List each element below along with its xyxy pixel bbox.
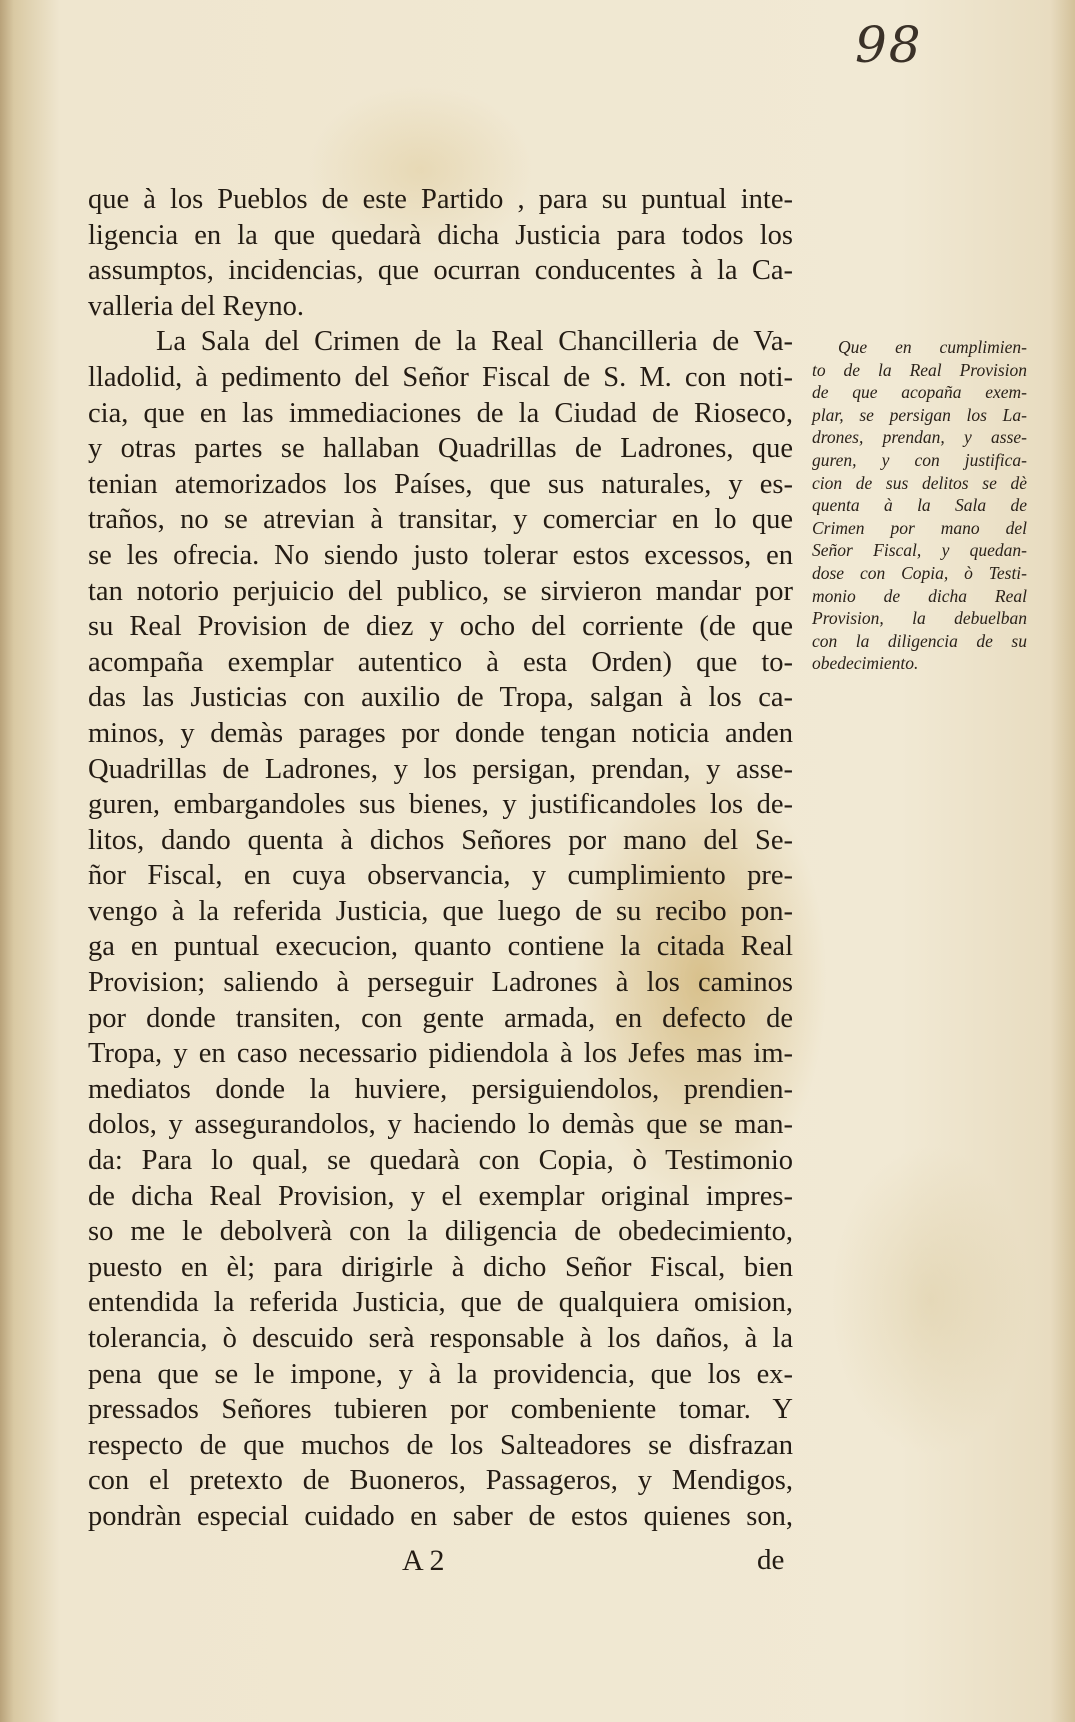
text-line: dolos, y assegurandolos, y haciendo lo demàs que se man- [88,1109,793,1141]
text-line: ñor Fiscal, en cuya observancia, y cumplimiento pre- [88,860,793,892]
text-line: lladolid, à pedimento del Señor Fiscal de S. M. con noti- [88,361,793,393]
text-line: acompaña exemplar autentico à esta Orden) que to- [88,646,793,678]
text-line: das las Justicias con auxilio de Tropa, salgan à los ca- [88,682,793,714]
text-line: puesto en èl; para dirigirle à dicho Señor Fiscal, bien [88,1251,793,1283]
main-text-block [88,182,793,1535]
text-line: traños, no se atrevian à transitar, y comerciar en lo que [88,504,793,536]
margin-note-line: con la diligencia de su [812,630,1027,651]
marginal-note [812,336,1027,675]
catchword: de [757,1544,785,1576]
margin-note-line: obedecimiento. [812,653,919,674]
text-line: y otras partes se hallaban Quadrillas de Ladrones, que [88,433,793,465]
text-line: guren, embargandoles sus bienes, y justificandoles los de- [88,789,793,821]
text-line: vengo à la referida Justicia, que luego de su recibo pon- [88,895,793,927]
text-line: tan notorio perjuicio del publico, se sirvieron mandar por [88,575,793,607]
text-line: ga en puntual execucion, quanto contiene la citada Real [88,931,793,963]
margin-note-line: Que en cumplimien- [838,337,1027,357]
text-line: Quadrillas de Ladrones, y los persigan, prendan, y asse- [88,753,793,785]
text-line: mediatos donde la huviere, persiguiendolos, prendien- [88,1073,793,1105]
printer-signature-mark: A 2 [402,1544,445,1577]
text-line: que à los Pueblos de este Partido , para su puntual inte- [88,184,793,215]
margin-note-line: de que acopaña exem- [812,382,1027,403]
margin-note-line: quenta à la Sala de [812,495,1027,516]
text-line: pondràn especial cuidado en saber de estos quienes son, [88,1500,793,1532]
text-line: pena que se le impone, y à la providencia, que los ex- [88,1358,793,1390]
text-line: se les ofrecia. No siendo justo tolerar estos excessos, en [88,539,793,571]
text-line: Tropa, y en caso necessario pidiendola à los Jefes mas im- [88,1038,793,1070]
text-line: por donde transiten, con gente armada, en defecto de [88,1002,793,1034]
handwritten-folio-number: 98 [855,16,923,74]
text-line: Provision; saliendo à perseguir Ladrones à los caminos [88,967,793,999]
margin-note-line: drones, prendan, y asse- [812,427,1027,448]
text-line: respecto de que muchos de los Salteadores se disfrazan [88,1429,793,1461]
text-line: so me le debolverà con la diligencia de obedecimiento, [88,1216,793,1248]
margin-note-line: to de la Real Provision [812,359,1027,380]
text-line: minos, y demàs parages por donde tengan noticia anden [88,717,793,749]
margin-note-line: Provision, la debuelban [812,608,1027,629]
text-line: da: Para lo qual, se quedarà con Copia, ò Testimonio [88,1145,793,1177]
text-line: pressados Señores tubieren por combeniente tomar. Y [88,1394,793,1426]
margin-note-line: dose con Copia, ò Testi- [812,562,1027,583]
text-line: tenian atemorizados los Países, que sus naturales, y es- [88,468,793,500]
margin-note-line: Crimen por mano del [812,517,1027,538]
text-line: entendida la referida Justicia, que de qualquiera omision, [88,1287,793,1319]
text-line: valleria del Reyno. [88,290,305,322]
paragraph-start-line: La Sala del Crimen de la Real Chancilleria de Va- [156,326,793,358]
text-line: litos, dando quenta à dichos Señores por mano del Se- [88,824,793,856]
text-line: tolerancia, ò descuido serà responsable à los daños, à la [88,1323,793,1354]
text-line: su Real Provision de diez y ocho del corriente (de que [88,611,793,643]
text-line: assumptos, incidencias, que ocurran conducentes à la Ca- [88,255,793,287]
margin-note-line: plar, se persigan los La- [812,404,1027,425]
text-line: ligencia en la que quedarà dicha Justicia para todos los [88,219,793,251]
margin-note-line: cion de sus delitos se dè [812,472,1027,493]
text-line: cia, que en las immediaciones de la Ciudad de Rioseco, [88,397,793,429]
text-line: de dicha Real Provision, y el exemplar original impres- [88,1180,793,1212]
margin-note-line: Señor Fiscal, y quedan- [812,540,1027,561]
margin-note-line: guren, y con justifica- [812,449,1027,470]
margin-note-line: monio de dicha Real [812,585,1027,606]
text-line: con el pretexto de Buoneros, Passageros, y Mendigos, [88,1465,793,1497]
